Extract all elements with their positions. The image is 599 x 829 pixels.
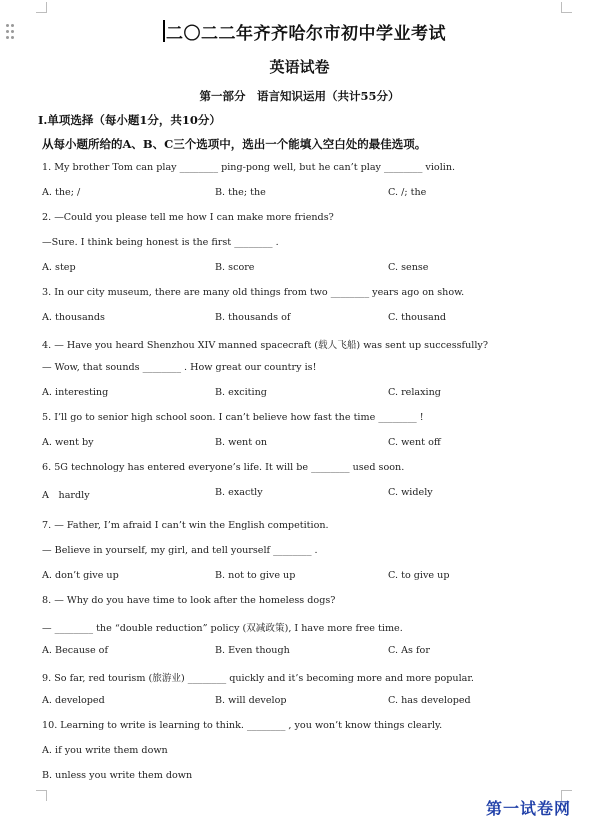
question-line: 1. My brother Tom can play ________ ping-pong well, but he can’t play ________ violin. [42,162,456,173]
option-c: C. relaxing [388,387,441,398]
option-a: A hardly [42,490,90,501]
question-line: — Wow, that sounds ________ . How great our country is! [42,362,317,373]
question-line: 3. In our city museum, there are many old things from two ________ years ago on show. [42,287,465,298]
option-b: B. exciting [215,387,267,398]
option-c: C. As for [388,645,430,656]
option-a: A. if you write them down [42,745,168,756]
option-b: B. exactly [215,487,263,498]
option-c: C. to give up [388,570,450,581]
text-cursor [163,20,165,42]
site-watermark: 第一试卷网 [486,799,572,818]
option-b: B. unless you write them down [42,770,193,781]
question-line: 4. — Have you heard Shenzhou XIV manned spacecraft (载人飞船) was sent up successfully? [42,340,488,351]
option-b: B. thousands of [215,312,291,323]
option-a: A. thousands [42,312,105,323]
instructions: 从每小题所给的A、B、C三个选项中，选出一个能填入空白处的最佳选项。 [42,137,427,151]
question-line: 5. I’ll go to senior high school soon. I can’t believe how fast the time ________ ! [42,412,424,423]
question-line: 10. Learning to write is learning to think. ________ , you won’t know things clearly. [42,720,443,731]
option-b: B. will develop [215,695,287,706]
option-b: B. went on [215,437,268,448]
option-a: A. developed [42,695,105,706]
exam-title: 二〇二二年齐齐哈尔市初中学业考试 [166,24,446,44]
part-heading: 第一部分 语言知识运用（共计55分） [199,89,400,103]
option-a: A. don’t give up [42,570,119,581]
exam-subtitle: 英语试卷 [269,58,330,76]
option-a: A. went by [42,437,94,448]
question-line: 2. —Could you please tell me how I can make more friends? [42,212,334,223]
option-a: A. the; / [42,187,81,198]
section-heading: I.单项选择（每小题1分，共10分） [38,113,221,127]
option-b: B. score [215,262,255,273]
option-c: C. sense [388,262,429,273]
option-a: A. step [42,262,76,273]
page-corner-mark [36,790,47,801]
option-c: C. widely [388,487,433,498]
question-line: 6. 5G technology has entered everyone’s life. It will be ________ used soon. [42,462,405,473]
option-c: C. thousand [388,312,447,323]
option-c: C. has developed [388,695,471,706]
option-c: C. /; the [388,187,427,198]
question-line: 8. — Why do you have time to look after the homeless dogs? [42,595,336,606]
option-c: C. went off [388,437,441,448]
page-corner-mark [561,2,572,13]
page-corner-mark [36,2,47,13]
drag-handle-icon[interactable] [6,24,16,40]
option-a: A. Because of [42,645,109,656]
question-line: 9. So far, red tourism (旅游业) ________ quickly and it’s becoming more and more popular. [42,673,474,684]
question-line: — Believe in yourself, my girl, and tell yourself ________ . [42,545,318,556]
option-b: B. the; the [215,187,266,198]
option-b: B. Even though [215,645,290,656]
question-line: — ________ the “double reduction” policy (双减政策), I have more free time. [42,623,403,634]
question-line: 7. — Father, I’m afraid I can’t win the English competition. [42,520,329,531]
option-a: A. interesting [42,387,109,398]
option-b: B. not to give up [215,570,296,581]
question-line: —Sure. I think being honest is the first ________ . [42,237,279,248]
